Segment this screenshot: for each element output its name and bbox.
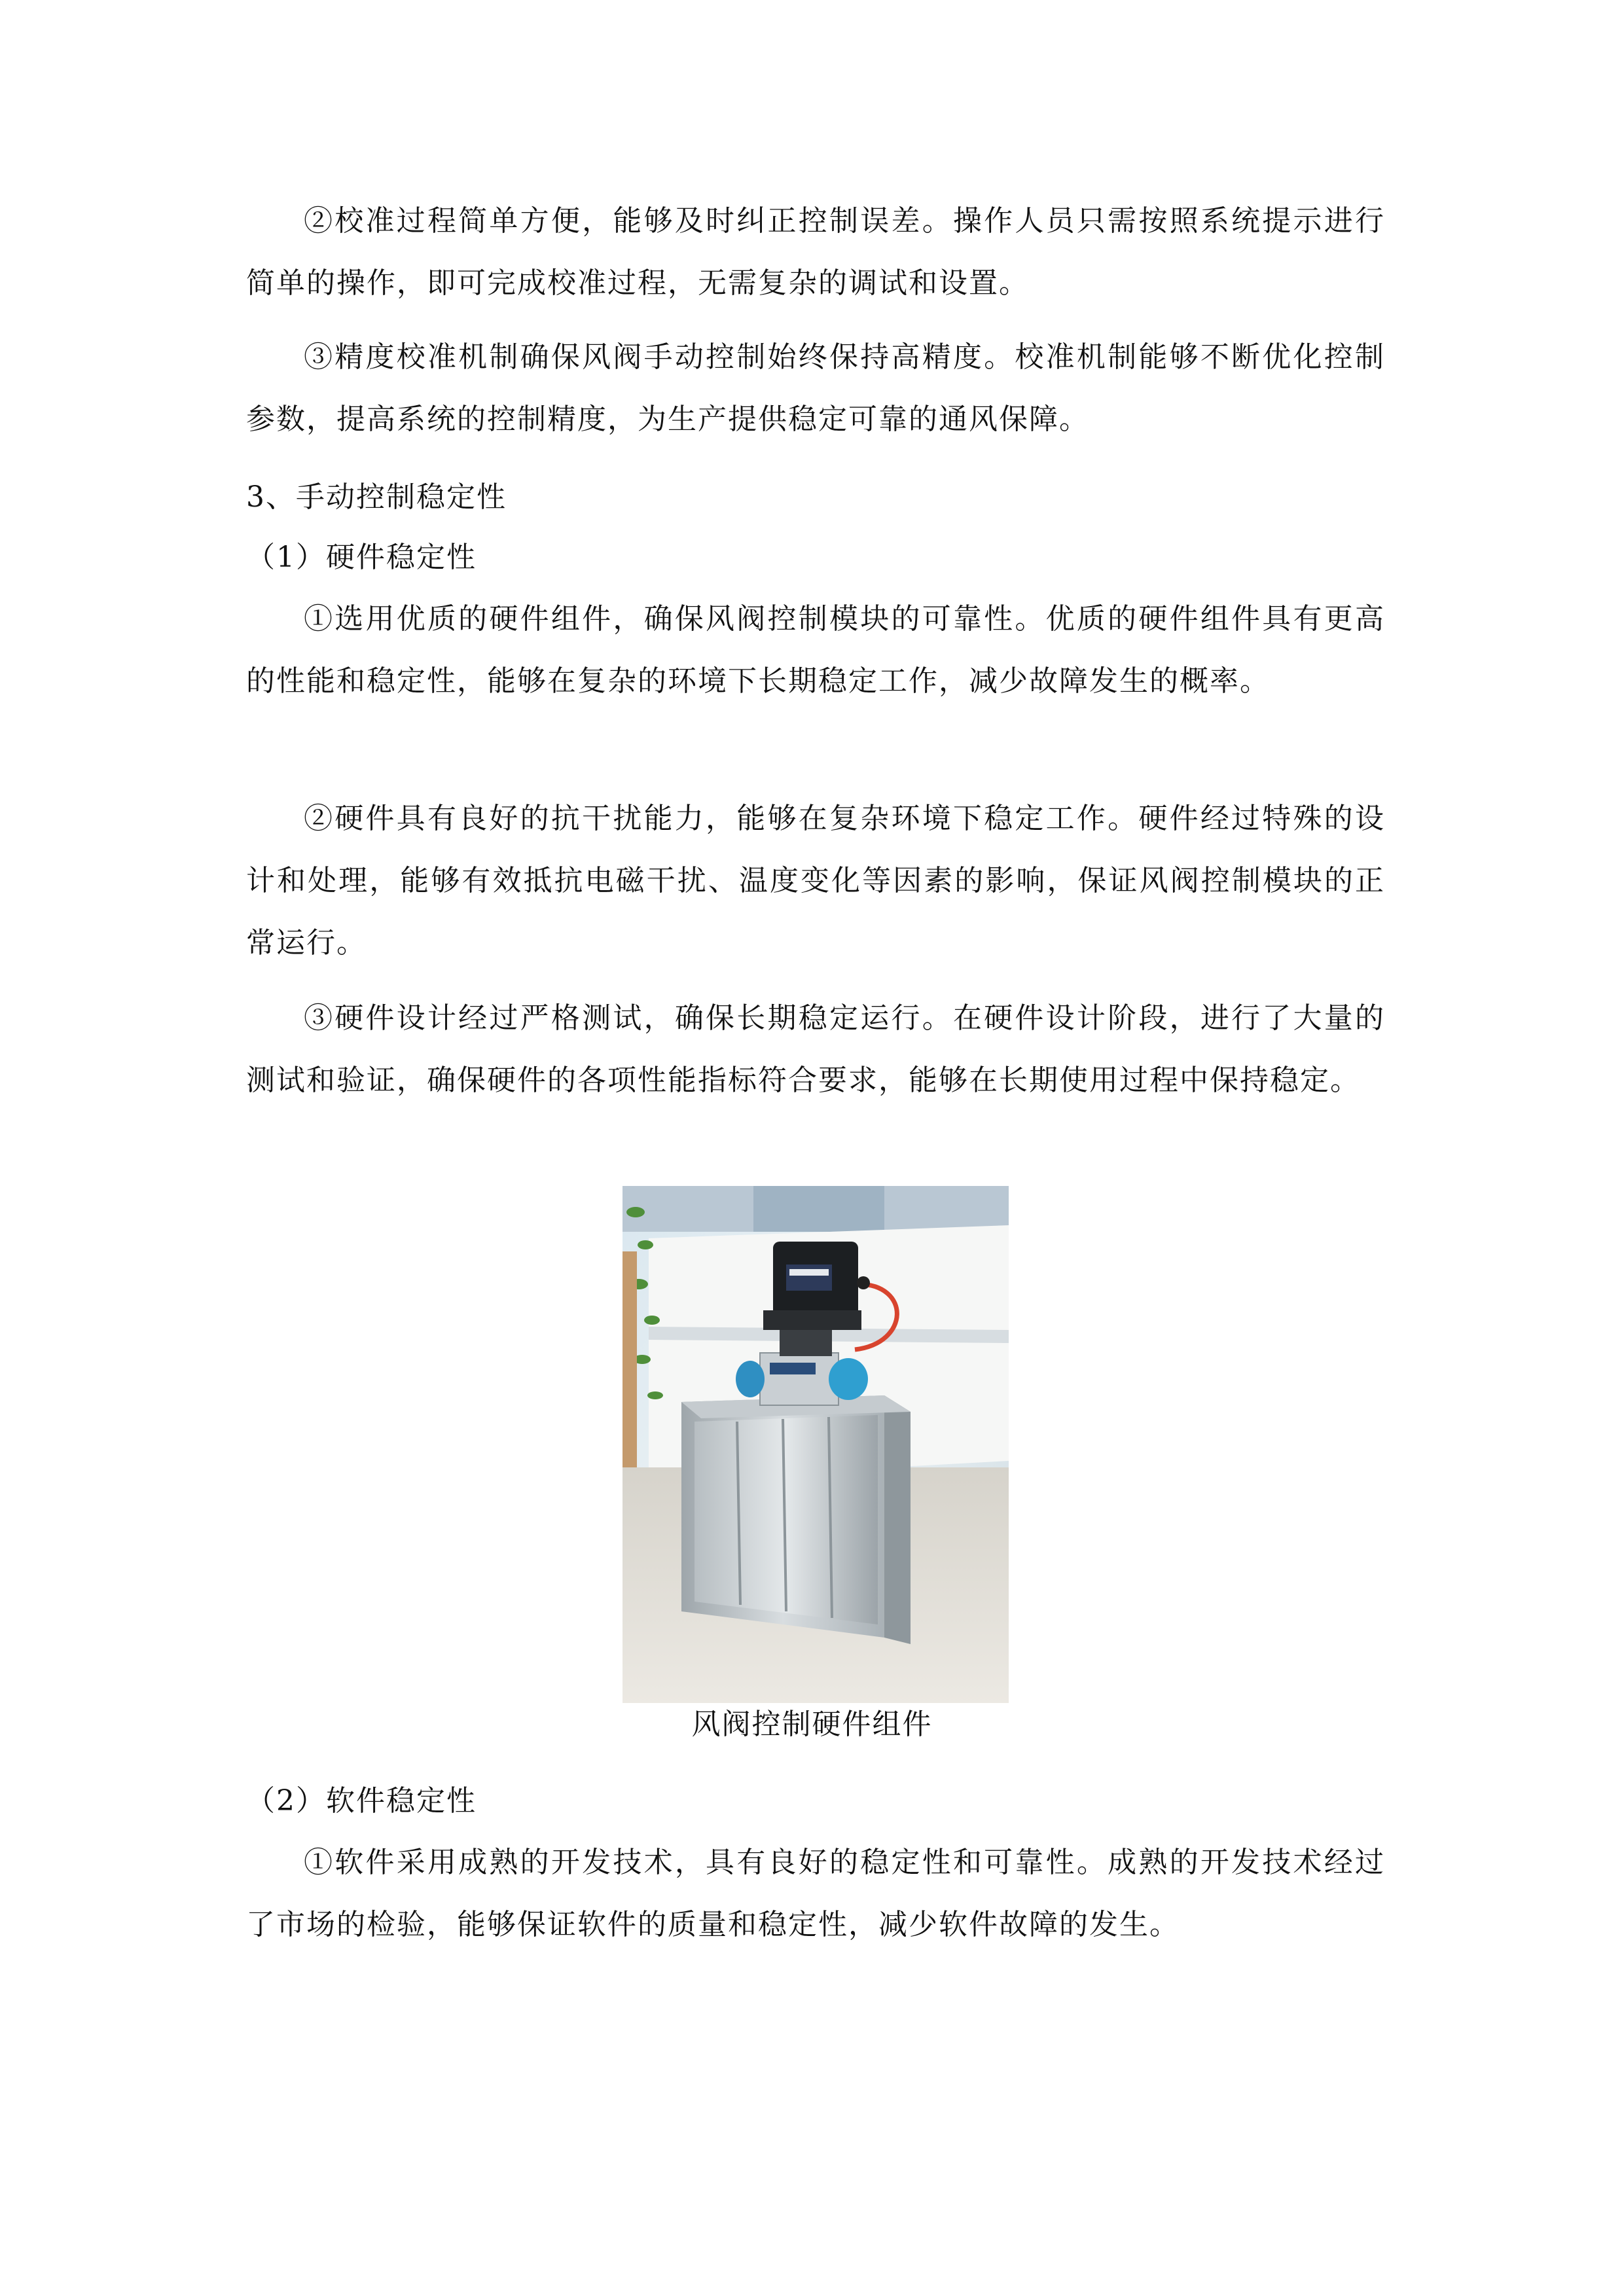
paragraph-hardware-interference: ②硬件具有良好的抗干扰能力，能够在复杂环境下稳定工作。硬件经过特殊的设计和处理，能够有效抵抗电磁干扰、温度变化等因素的影响，保证风阀控制模块的正常运行。	[246, 802, 1385, 960]
subheading-hardware-stability: （1）硬件稳定性	[246, 541, 477, 574]
paragraph-hardware-testing: ③硬件设计经过严格测试，确保长期稳定运行。在硬件设计阶段，进行了大量的测试和验证，确保硬件的各项性能指标符合要求，能够在长期使用过程中保持稳定。	[246, 1001, 1385, 1097]
damper-hardware-photo	[623, 1186, 1009, 1703]
paragraph-hardware-quality: ①选用优质的硬件组件，确保风阀控制模块的可靠性。优质的硬件组件具有更高的性能和稳定性，能够在复杂的环境下长期稳定工作，减少故障发生的概率。	[246, 602, 1385, 698]
figure-caption: 风阀控制硬件组件	[691, 1708, 933, 1741]
paragraph-calibration-precision: ③精度校准机制确保风阀手动控制始终保持高精度。校准机制能够不断优化控制参数，提高系统的控制精度，为生产提供稳定可靠的通风保障。	[246, 340, 1385, 436]
paragraph-calibration-simple: ②校准过程简单方便，能够及时纠正控制误差。操作人员只需按照系统提示进行简单的操作，即可完成校准过程，无需复杂的调试和设置。	[246, 204, 1385, 300]
paragraph-software-mature: ①软件采用成熟的开发技术，具有良好的稳定性和可靠性。成熟的开发技术经过了市场的检验，能够保证软件的质量和稳定性，减少软件故障的发生。	[246, 1846, 1385, 1941]
section-heading-manual-control-stability: 3、手动控制稳定性	[246, 480, 507, 514]
subheading-software-stability: （2）软件稳定性	[246, 1784, 477, 1818]
